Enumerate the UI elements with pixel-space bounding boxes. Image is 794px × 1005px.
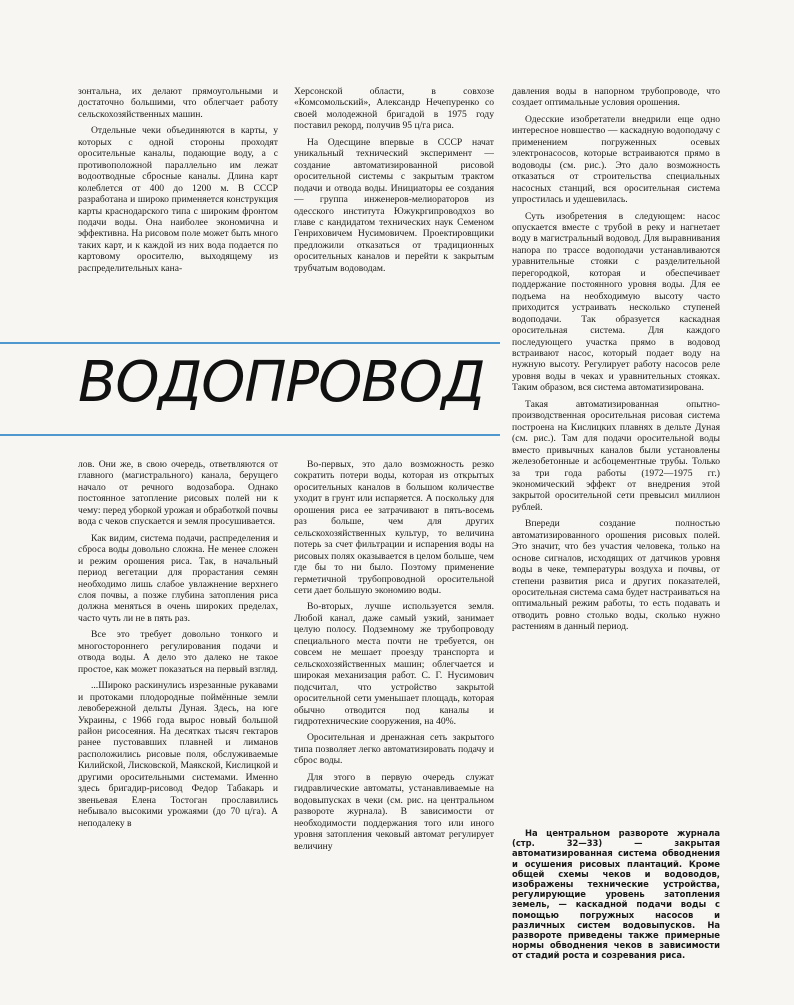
paragraph: давления воды в напорном трубопроводе, что создает оптимальные условия орошения. (512, 86, 720, 109)
paragraph: лов. Они же, в свою очередь, ответвляются от главного (магистрального) канала, берущего начало от речного водозабора. Однако постоянное затопление рисовых полей ни к чему: перед уборкой урожая и обработкой почвы вода с чеков спускается и земля просушивается. (78, 459, 278, 528)
bottom-column-2 (294, 459, 494, 929)
top-column-1 (78, 86, 278, 336)
right-column (512, 86, 720, 806)
title-top-rule (0, 342, 500, 344)
title-bottom-rule (0, 434, 500, 436)
paragraph: Как видим, система подачи, распределения и сброса воды довольно сложна. Не менее сложен и режим орошения риса. Так, в начальный период вегетации для прорастания семян необходимо лишь слабое увлажнение верхнего слоя почвы, а позже глубина затопления риса должна меняться в очень широких пределах, часто чуть ли не в пять раз. (78, 532, 278, 624)
paragraph: Херсонской области, в совхозе «Комсомольский», Александр Нечепуренко со своей молодежной бригадой в 1975 году поставил рекорд, получив 95 ц/га риса. (294, 86, 494, 132)
top-column-2 (294, 86, 494, 336)
paragraph: Для этого в первую очередь служат гидравлические автоматы, устанавливаемые на водовыпусках в чеки (см. рис. на центральном развороте журнала). В зависимости от необходимости поддержания того или иного уровня затопления чековый автомат регулирует величину (294, 771, 494, 852)
paragraph: Одесские изобретатели внедрили еще одно интересное новшество — каскадную водоподачу с применением погруженных осевых электронасосов, которые встраиваются прямо в водоводы (см. рис.). Это дало возможность отказаться от строительства специальных насосных станций, вся оросительная система упростилась и удешевилась. (512, 113, 720, 206)
paragraph: Оросительная и дренажная сеть закрытого типа позволяет легко автоматизировать подачу и сброс воды. (294, 732, 494, 767)
paragraph: Отдельные чеки объединяются в карты, у которых с одной стороны проходят оросительные каналы, подающие воду, а с противоположной параллельно им лежат водоотводные сбросные каналы. Длина карт колеблется от 400 до 1200 м. В СССР разработана и широко применяется конструкция карты краснодарского типа с широким фронтом подачи воды. Она наиболее экономична и эффективна. На рисовом поле может быть много таких карт, и к каждой из них вода подается по картовому оросителю, выходящему из распределительных кана- (78, 125, 278, 274)
paragraph: Во-вторых, лучше используется земля. Любой канал, даже самый узкий, занимает целую полосу. Подземному же трубопроводу специального места почти не требуется, он совсем не мешает проезду транспорта и сельскохозяйственных машин; облегчается и широкая механизация работ. С. Г. Нусимович подсчитал, что устройство закрытой оросительной сети уменьшает площадь, которая обычно отводится под каналы и гидротехнические сооружения, на 40%. (294, 601, 494, 727)
figure-caption: На центральном развороте журнала (стр. 32—33) — закрытая автоматизированная система обводнения и осушения рисовых плантаций. Кроме общей схемы чеков и водоводов, изображены технические устройства, регулирующие уровень затопления земель, — каскадной подачи воды с помощью погружных насосов и различных систем водовыпусков. На развороте приведены также примерные нормы обводнения чеков в зависимости от стадий роста и созревания риса. (512, 828, 720, 961)
paragraph: Суть изобретения в следующем: насос опускается вместе с трубой в реку и нагнетает воду в магистральный водовод. Для выравнивания напора по трассе водоподачи устанавливаются уравнительные стояки с разделительной перегородкой, которая и обеспечивает поддержание постоянного уровня воды. Для ее подъема на необходимую высоту часто приходится устраивать несколько ступеней водоподачи. Так образуется каскадная оросительная система. Для каждого последующего участка прямо в водовод встраивают насос, который подает воду на нужную высоту. Регулирует работу насосов реле уровня воды в чеках и уравнительных стояках. Таким образом, вся система автоматизирована. (512, 210, 720, 394)
paragraph: ...Широко раскинулись изрезанные рукавами и протоками плодородные поймённые земли левобережной дельты Дуная. Здесь, на юге Украины, с 1966 года вырос новый большой район рисосеяния. На десятках тысяч гектаров ранее пустовавших плавней и лиманов расположились рисовые поля, обслуживаемые Килийской, Лисковской, Маякской, Кислицкой и другими оросительными системами. Именно здесь бригадир-рисовод Федор Табакарь и звеньевая Елена Тостоган прославились небывало высокими урожаями (до 70 ц/га). А неподалеку в (78, 680, 278, 829)
paragraph: На Одесщине впервые в СССР начат уникальный технический эксперимент — создание автоматизированной рисовой оросительной системы с закрытым трактом подачи и отвода воды. Инициаторы ее создания — группа инженеров-мелиораторов из одесского института Южукргипроводхоз во главе с кандидатом технических наук Семеном Генриховичем Нусимовичем. Проектировщики предложили отказаться от традиционных оросительных каналов и перейти к закрытым трубчатым водоводам. (294, 136, 494, 274)
paragraph: Во-первых, это дало возможность резко сократить потери воды, которая из открытых оросительных каналов в большом количестве уходит в грунт или испаряется. А поскольку для орошения риса ее затрачивают в пять-восемь раз больше, чем для других сельскохозяйственных культур, то величина потерь за счет фильтрации и испарения воды на рисовых полях оказывается в целом больше, чем где бы то ни было. Поэтому применение герметичной трубопроводной оросительной сети дает большую экономию воды. (294, 459, 494, 596)
paragraph: Впереди создание полностью автоматизированного орошения рисовых полей. Это значит, что без участия человека, только на основе сигналов, исходящих от датчиков уровня воды в чеке, температуры воздуха и почвы, от степени развития риса и других показателей, оросительная система сама будет настраиваться на оптимальный режим работы, то есть подавать и отводить ровно столько воды, сколько нужно растениям в данный период. (512, 518, 720, 633)
paragraph: Все это требует довольно тонкого и многостороннего регулирования подачи и отвода воды. А дело это далеко не такое простое, как может показаться на первый взгляд. (78, 629, 278, 675)
bottom-column-1 (78, 459, 278, 929)
article-title: ВОДОПРОВОД (78, 350, 485, 415)
paragraph: Такая автоматизированная опытно-производственная оросительная рисовая система построена на Кислицких плавнях в дельте Дуная (см. рис.). Там для подачи оросительной воды вместо привычных каналов были установлены железобетонные и асбоцементные трубы. Только за три года работы (1972—1975 гг.) экономический эффект от внедрения этой закрытой оросительной сети превысил миллион рублей. (512, 398, 720, 513)
paragraph: зонтальна, их делают прямоугольными и достаточно большими, что облегчает работу сельскохозяйственных машин. (78, 86, 278, 120)
